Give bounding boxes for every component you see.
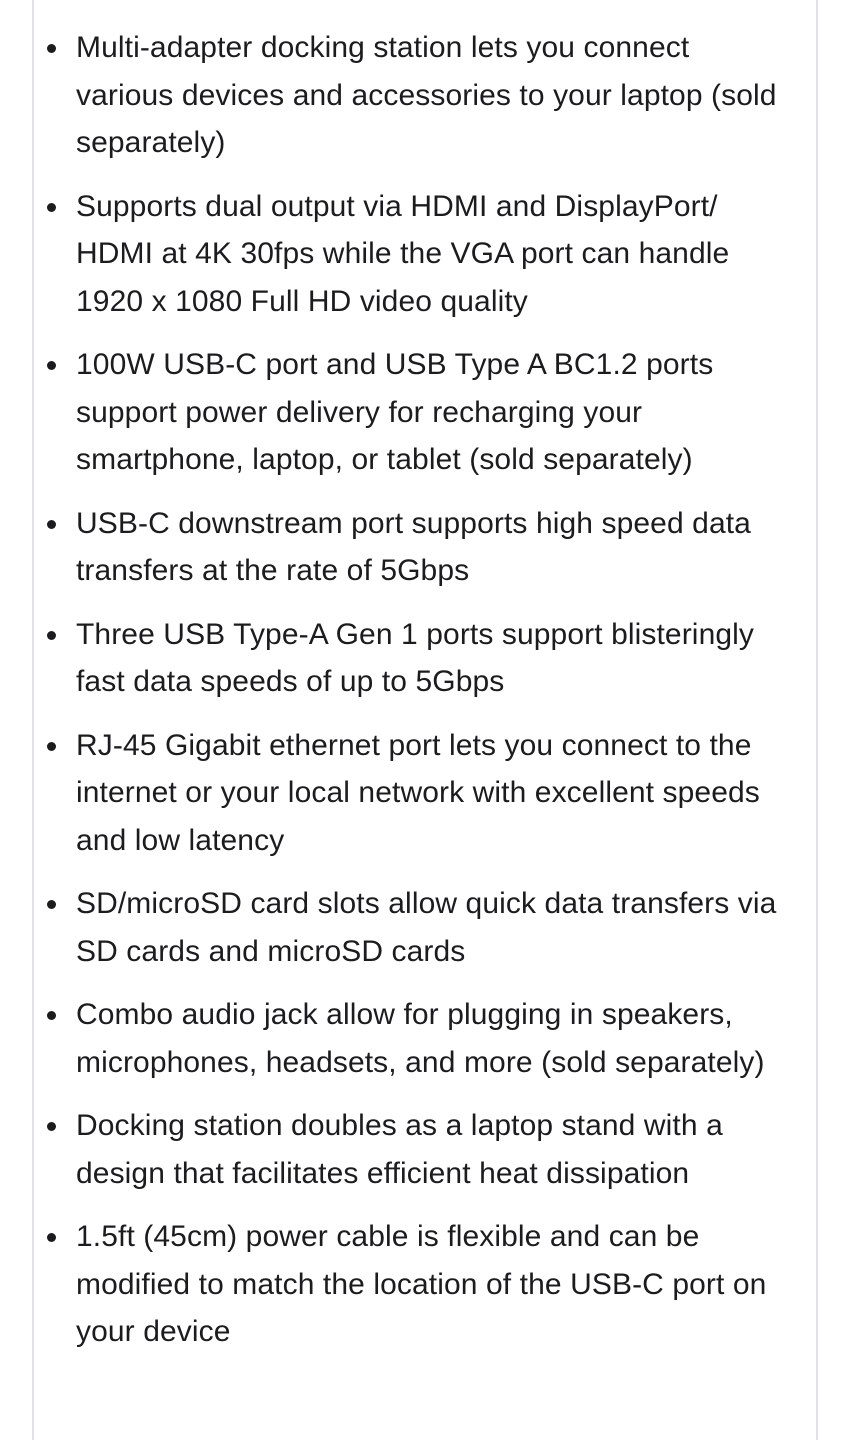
- bullet-icon: [47, 900, 56, 909]
- feature-text: 100W USB-C port and USB Type A BC1.2 ports support power delivery for recharging your smartphone, laptop, or tablet (sold separately): [76, 348, 714, 476]
- feature-text: Multi-adapter docking station lets you connect various devices and accessories to your laptop (sold separately): [76, 31, 777, 159]
- feature-item: [34, 611, 820, 706]
- feature-item: [34, 880, 820, 975]
- bullet-icon: [47, 631, 56, 640]
- feature-item: [34, 1213, 820, 1356]
- feature-item: [34, 24, 820, 167]
- bullet-icon: [47, 520, 56, 529]
- feature-item: [34, 500, 820, 595]
- feature-text: Docking station doubles as a laptop stand with a design that facilitates efficient heat dissipation: [76, 1109, 723, 1190]
- feature-item: [34, 1102, 820, 1197]
- feature-item: [34, 991, 820, 1086]
- feature-item: [34, 722, 820, 865]
- feature-item: [34, 341, 820, 484]
- feature-text: Supports dual output via HDMI and DisplayPort/ HDMI at 4K 30fps while the VGA port can handle 1920 x 1080 Full HD video quality: [76, 189, 730, 318]
- feature-text: SD/microSD card slots allow quick data transfers via SD cards and microSD cards: [76, 887, 777, 968]
- feature-text: Three USB Type-A Gen 1 ports support blisteringly fast data speeds of up to 5Gbps: [76, 617, 755, 698]
- bullet-icon: [47, 1122, 56, 1131]
- feature-list: [34, 24, 820, 1372]
- bullet-icon: [47, 1011, 56, 1020]
- feature-text: 1.5ft (45cm) power cable is flexible and can be modified to match the location of the USB-C port on your device: [76, 1220, 767, 1348]
- feature-text: USB-C downstream port supports high speed data transfers at the rate of 5Gbps: [76, 506, 751, 587]
- product-features-panel: [32, 0, 818, 1440]
- bullet-icon: [47, 203, 56, 212]
- feature-text: Combo audio jack allow for plugging in speakers, microphones, headsets, and more (sold separately): [76, 998, 765, 1079]
- bullet-icon: [47, 1233, 56, 1242]
- bullet-icon: [47, 361, 56, 370]
- feature-item: [34, 183, 820, 326]
- bullet-icon: [47, 44, 56, 53]
- bullet-icon: [47, 742, 56, 751]
- feature-text: RJ-45 Gigabit ethernet port lets you connect to the internet or your local network with excellent speeds and low latency: [76, 728, 760, 857]
